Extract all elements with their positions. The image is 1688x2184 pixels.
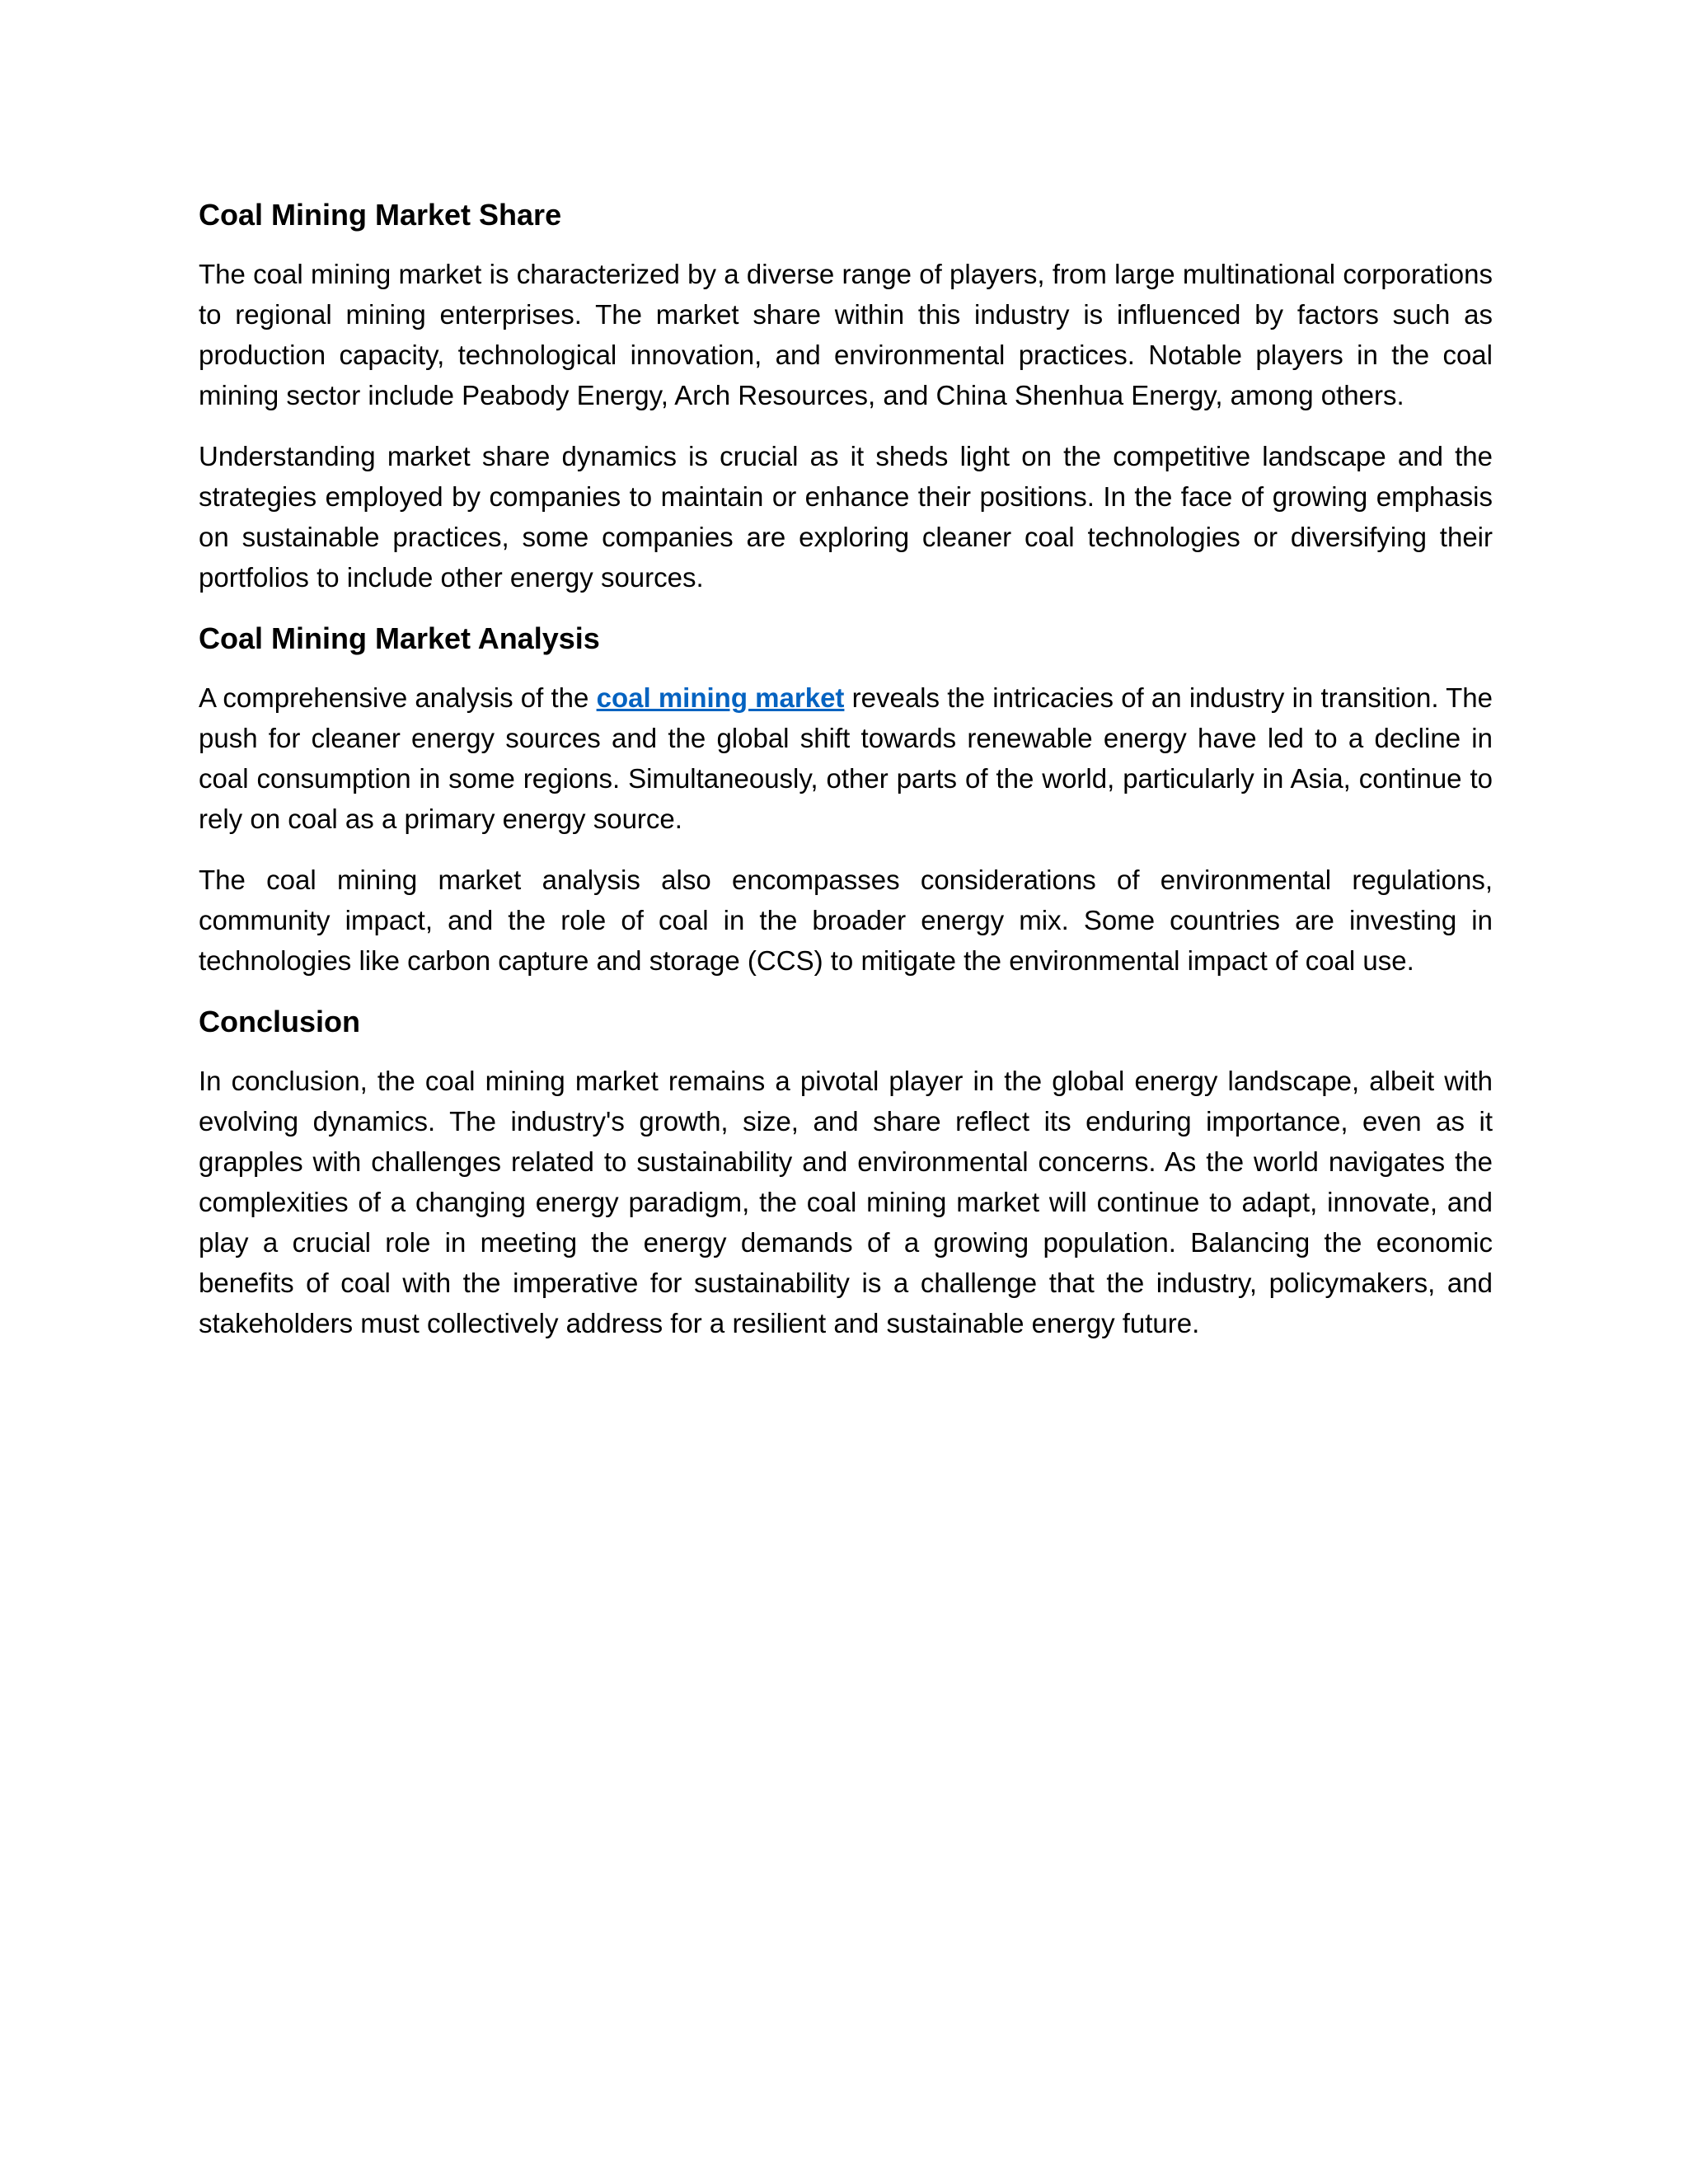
paragraph: The coal mining market analysis also encompasses considerations of environmental regulations, community impact, and the role of coal in the broader energy mix. Some countries are investing in technologies like carbon capture and storage (CCS) to mitigate the environmental impact of coal use.	[199, 865, 1493, 976]
paragraph-text: reveals the intricacies of an industry in transition. The push for cleaner energy sources and the global shift towards renewable energy have led to a decline in coal consumption in some regions. Simultaneously, other parts of the world, particularly in Asia, continue to rely on coal as a primary energy source.	[199, 682, 1493, 834]
document-body	[199, 194, 1493, 1364]
section-market-analysis	[199, 618, 1493, 981]
paragraph: Understanding market share dynamics is crucial as it sheds light on the competitive landscape and the strategies employed by companies to maintain or enhance their positions. In the face of growing emphasis on sustainable practices, some companies are exploring cleaner coal technologies or diversifying their portfolios to include other energy sources.	[199, 441, 1493, 593]
paragraph	[199, 677, 1493, 839]
paragraph-text: A comprehensive analysis of the	[199, 682, 597, 713]
coal-mining-market-link[interactable]: coal mining market	[596, 682, 845, 713]
section-heading: Coal Mining Market Analysis	[199, 621, 600, 655]
section-market-share	[199, 194, 1493, 598]
paragraph: The coal mining market is characterized by a diverse range of players, from large multinational corporations to regional mining enterprises. The market share within this industry is influenced by factors such as production capacity, technological innovation, and environmental practices. Notable players in the coal mining sector include Peabody Energy, Arch Resources, and China Shenhua Energy, among others.	[199, 259, 1493, 410]
paragraph: In conclusion, the coal mining market remains a pivotal player in the global energy landscape, albeit with evolving dynamics. The industry's growth, size, and share reflect its enduring importance, even as it grapples with challenges related to sustainability and environmental concerns. As the world navigates the complexities of a changing energy paradigm, the coal mining market will continue to adapt, innovate, and play a crucial role in meeting the energy demands of a growing population. Balancing the economic benefits of coal with the imperative for sustainability is a challenge that the industry, policymakers, and stakeholders must collectively address for a resilient and sustainable energy future.	[199, 1066, 1493, 1338]
section-heading: Conclusion	[199, 1005, 360, 1038]
section-conclusion	[199, 1001, 1493, 1343]
section-heading: Coal Mining Market Share	[199, 198, 562, 232]
